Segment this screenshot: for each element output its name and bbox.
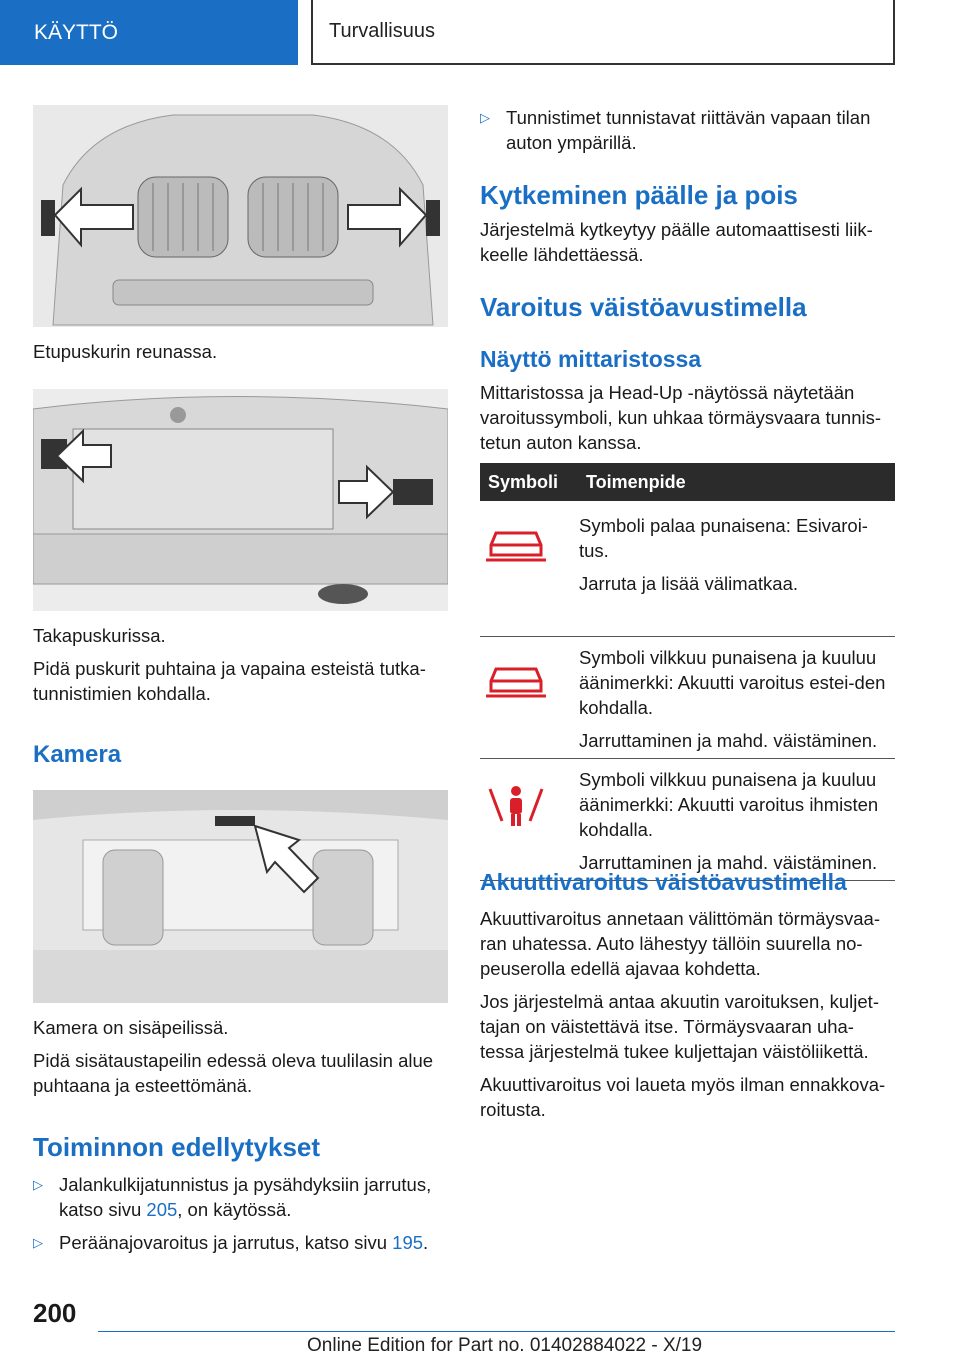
rear-bumper-caption: Takapuskurissa. <box>33 625 166 646</box>
camera-text: Pidä sisätaustapeilin edessä oleva tuulilasin alue puhtaana ja esteettömänä. <box>33 1050 434 1096</box>
table-cell-action <box>578 636 895 758</box>
bullet-triangle-icon: ▷ <box>33 1177 43 1192</box>
prereq-bullet-1 <box>33 1172 448 1222</box>
table-row <box>480 501 895 636</box>
bullet-body: Jalankulkijatunnistus ja pysähdyksiin jarrutus, katso sivu 205, on käytössä. <box>59 1174 432 1220</box>
sensor-bullet <box>480 105 895 155</box>
car-warning-icon <box>486 659 546 699</box>
display-text: Mittaristossa ja Head-Up -näytössä näytetään varoitussymboli, kun uhkaa törmäysvaara tunnis-tetun auton kanssa. <box>480 382 882 453</box>
action-line-2: Jarruttaminen ja mahd. väistäminen. <box>579 729 878 751</box>
warning-heading: Varoitus väistöavustimella <box>480 292 807 322</box>
page-link-205[interactable]: 205 <box>146 1199 178 1220</box>
table-cell-symbol <box>480 758 578 880</box>
table-col-action: Toimenpide <box>578 463 895 501</box>
chapter-label: Turvallisuus <box>329 20 435 42</box>
rear-bumper-text: Pidä puskurit puhtaina ja vapaina esteistä tutka-tunnistimien kohdalla. <box>33 658 426 704</box>
front-bumper-caption: Etupuskurin reunassa. <box>33 341 218 362</box>
table-row <box>480 758 895 880</box>
table-cell-symbol <box>480 501 578 636</box>
table-header-row <box>480 463 895 501</box>
table-cell-action <box>578 758 895 880</box>
display-heading: Näyttö mittaristossa <box>480 346 702 372</box>
table-row <box>480 636 895 758</box>
bullet-triangle-icon: ▷ <box>33 1235 43 1250</box>
footer-divider <box>98 1331 895 1332</box>
action-line-2: Jarruttaminen ja mahd. väistäminen. <box>579 851 878 873</box>
action-line-1: Symboli vilkkuu punaisena ja kuuluu äänimerkki: Akuutti varoitus ihmisten kohdalla. <box>579 768 879 840</box>
car-warning-icon <box>486 523 546 563</box>
switch-heading: Kytkeminen päälle ja pois <box>480 180 798 210</box>
acute-paragraph-1: Akuuttivaroitus annetaan välittömän törmäysvaa-ran uhatessa. Auto lähestyy tällöin suurella no-peuserolla edellä ajavaa kohdetta. <box>480 908 881 979</box>
pedestrian-warning-icon <box>486 781 546 831</box>
acute-paragraph-2: Jos järjestelmä antaa akuutin varoituksen, kuljet-tajan on väistettävä itse. Törmäysvaaran uha-tessa järjestelmä tukee kuljettajan väistöliikettä. <box>480 991 879 1062</box>
edition-text: Online Edition for Part no. 01402884022 - X/19 <box>307 1335 703 1356</box>
bullet-body: Tunnistimet tunnistavat riittävän vapaan tilan auton ympärillä. <box>506 107 871 153</box>
chapter-tab <box>311 0 895 65</box>
section-tab <box>0 0 298 65</box>
symbol-table <box>480 463 895 881</box>
table-cell-symbol <box>480 636 578 758</box>
section-label: KÄYTTÖ <box>34 20 119 44</box>
page-number: 200 <box>33 1298 77 1328</box>
table-cell-action <box>578 501 895 636</box>
action-line-1: Symboli palaa punaisena: Esivaroi-tus. <box>579 515 868 561</box>
action-line-1: Symboli vilkkuu punaisena ja kuuluu äänimerkki: Akuutti varoitus estei-den kohdalla. <box>579 646 886 718</box>
switch-text: Järjestelmä kytkeytyy päälle automaattisesti liik-keelle lähdettäessä. <box>480 219 873 265</box>
camera-caption: Kamera on sisäpeilissä. <box>33 1017 229 1038</box>
bullet-triangle-icon: ▷ <box>480 110 490 125</box>
table-col-symbol: Symboli <box>480 463 578 501</box>
acute-heading: Akuuttivaroitus väistöavustimella <box>480 869 847 895</box>
page-link-195[interactable]: 195 <box>392 1232 424 1253</box>
camera-heading: Kamera <box>33 741 122 768</box>
action-line-2: Jarruta ja lisää välimatkaa. <box>579 573 799 594</box>
front-bumper-image <box>33 105 448 327</box>
acute-paragraph-3: Akuuttivaroitus voi laueta myös ilman ennakkova-roitusta. <box>480 1074 886 1120</box>
rear-bumper-image <box>33 389 448 611</box>
prereq-heading: Toiminnon edellytykset <box>33 1132 321 1162</box>
camera-image <box>33 790 448 1003</box>
bullet-body: Peräänajovaroitus ja jarrutus, katso sivu 195. <box>59 1232 429 1253</box>
prereq-bullet-2 <box>33 1230 448 1255</box>
